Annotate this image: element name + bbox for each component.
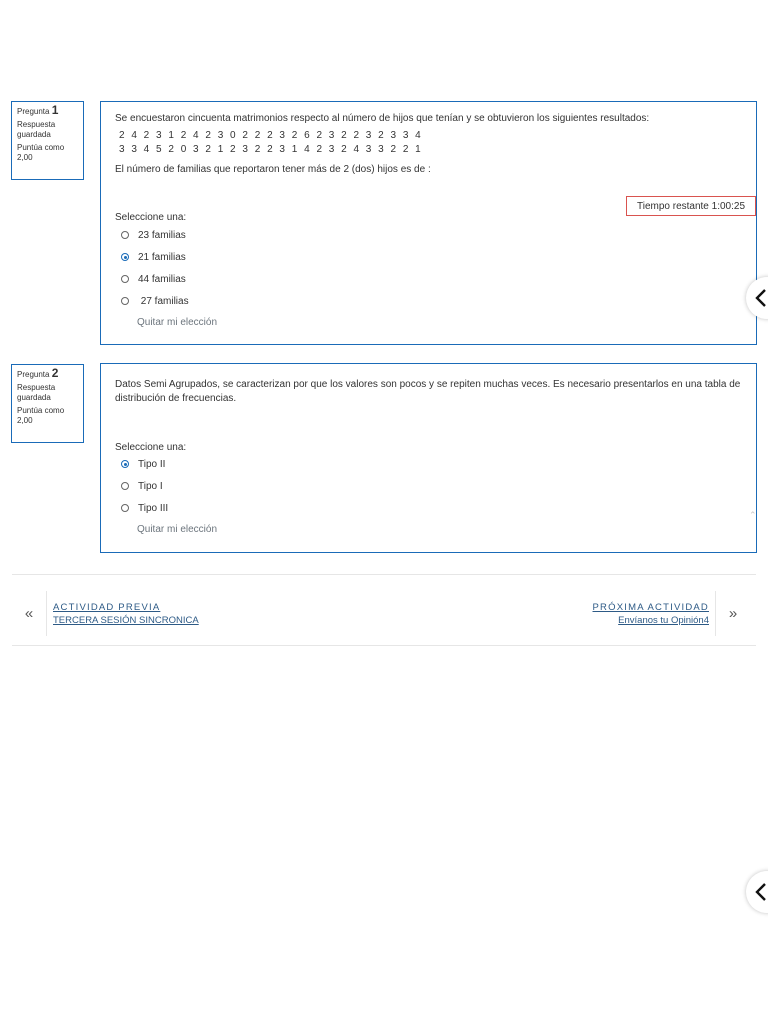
question-1-grade: Puntúa como 2,00 — [17, 143, 65, 162]
double-chevron-right-icon: » — [728, 605, 738, 622]
question-1-data-row-2: 3 3 4 5 2 0 3 2 1 2 3 2 2 3 1 4 2 3 2 4 3 3 2 2 1 — [119, 144, 421, 155]
previous-activity-caption: ACTIVIDAD PREVIA — [53, 601, 161, 613]
question-2-option-2[interactable] — [121, 479, 163, 493]
question-1-number: Pregunta 1 — [17, 103, 59, 117]
question-1-option-4[interactable] — [121, 294, 189, 308]
previous-activity-title: TERCERA SESIÓN SINCRONICA — [53, 614, 199, 626]
radio-button-selected[interactable] — [121, 460, 129, 468]
question-2-option-3[interactable] — [121, 501, 168, 515]
question-1-prompt: Seleccione una: — [115, 212, 187, 223]
next-activity-caption: PRÓXIMA ACTIVIDAD — [592, 601, 709, 613]
next-activity-title: Envíanos tu Opinión4 — [618, 614, 709, 626]
radio-button[interactable] — [121, 297, 129, 305]
radio-button[interactable] — [121, 275, 129, 283]
question-2-text: Datos Semi Agrupados, se caracterizan por que los valores son pocos y se repiten muchas veces. Es necesario presentarlos en una tabla de distribución de frecuencias. — [115, 379, 741, 404]
double-chevron-left-icon: « — [24, 605, 34, 622]
question-1-option-3[interactable] — [121, 272, 186, 286]
previous-activity-link[interactable] — [12, 590, 199, 637]
option-label: 44 familias — [138, 273, 186, 285]
question-1-clear-choice-link[interactable]: Quitar mi elección — [137, 317, 218, 328]
divider — [12, 645, 756, 646]
question-1-data-row-1: 2 4 2 3 1 2 4 2 3 0 2 2 2 3 2 6 2 3 2 2 3 2 3 3 4 — [119, 130, 421, 141]
question-1-box — [100, 101, 757, 345]
question-2-option-1[interactable] — [121, 457, 165, 471]
option-label: 23 familias — [138, 229, 186, 241]
question-2-state: Respuesta guardada — [17, 383, 56, 402]
next-activity-link[interactable] — [593, 590, 750, 637]
radio-button-selected[interactable] — [121, 253, 129, 261]
question-1-question: El número de familias que reportaron tener más de 2 (dos) hijos es de : — [115, 164, 431, 175]
time-remaining: Tiempo restante 1:00:25 — [626, 196, 756, 216]
question-2-number: Pregunta 2 — [17, 366, 59, 380]
chevron-left-icon — [754, 882, 768, 902]
chevron-left-icon — [754, 288, 768, 308]
chevron-up-icon[interactable]: ⌃ — [749, 510, 757, 520]
option-label: Tipo II — [138, 458, 166, 470]
question-2-clear-choice-link[interactable]: Quitar mi elección — [137, 524, 218, 535]
divider — [12, 574, 756, 575]
radio-button[interactable] — [121, 231, 129, 239]
drawer-toggle-button[interactable] — [746, 871, 768, 913]
radio-button[interactable] — [121, 482, 129, 490]
question-2-box — [100, 363, 757, 553]
separator — [46, 591, 47, 636]
question-1-info — [11, 101, 84, 180]
previous-activity-text — [53, 601, 199, 627]
option-label: Tipo I — [138, 480, 163, 492]
radio-button[interactable] — [121, 504, 129, 512]
option-label: 21 familias — [138, 251, 186, 263]
question-1-option-2[interactable] — [121, 250, 186, 264]
option-label: Tipo III — [138, 502, 169, 514]
question-2-grade: Puntúa como 2,00 — [17, 406, 65, 425]
question-2-prompt: Seleccione una: — [115, 442, 187, 453]
question-1-state: Respuesta guardada — [17, 120, 56, 139]
question-1-option-1[interactable] — [121, 228, 186, 242]
question-1-text: Se encuestaron cincuenta matrimonios respecto al número de hijos que tenían y se obtuvieron los siguientes resultados: — [115, 113, 650, 124]
next-activity-text — [593, 601, 709, 627]
question-2-info — [11, 364, 84, 443]
option-label: 27 familias — [138, 295, 189, 307]
